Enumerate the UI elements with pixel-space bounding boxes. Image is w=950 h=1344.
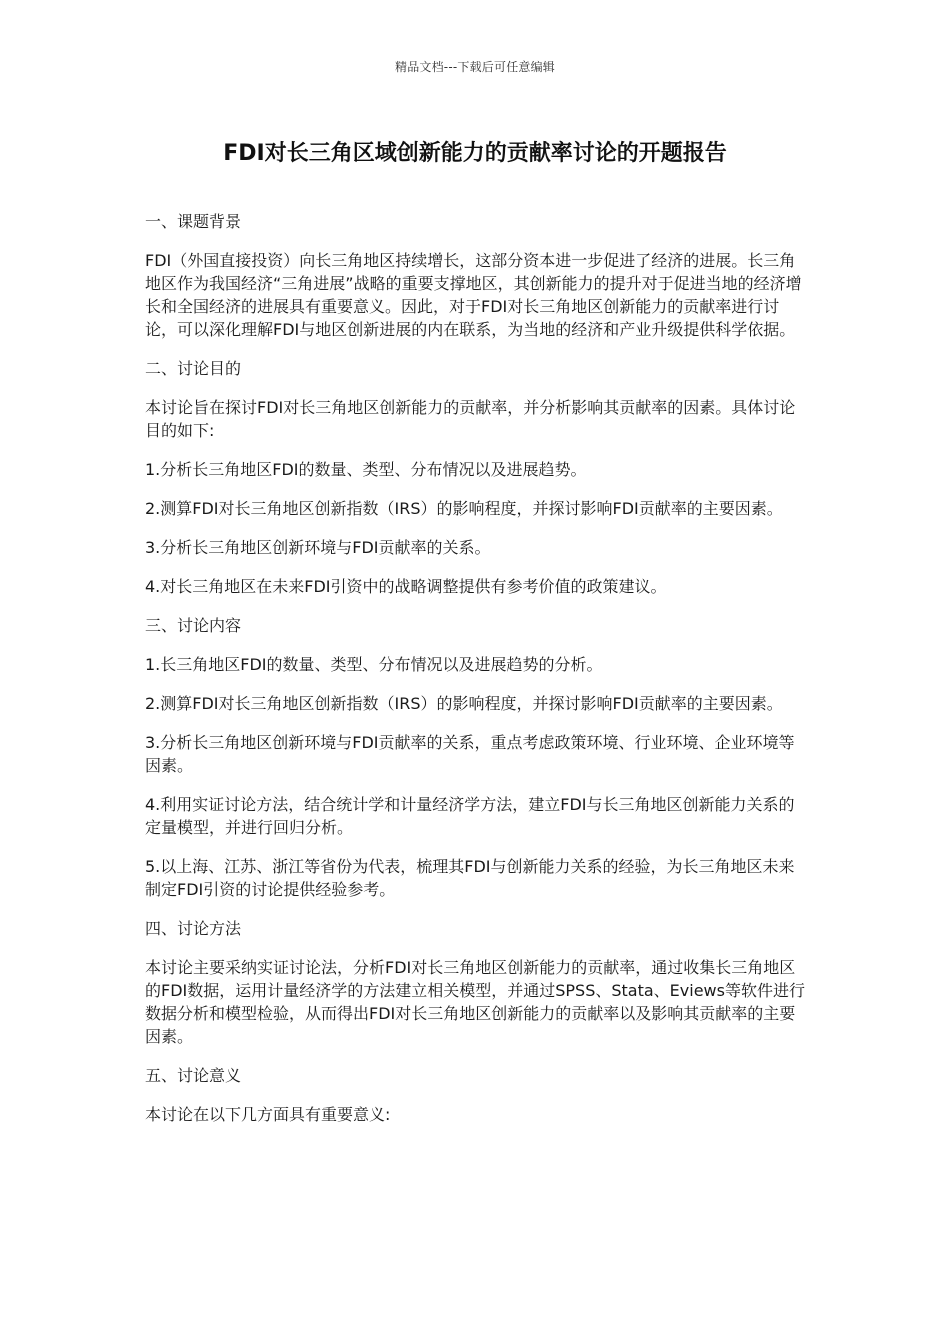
paragraph-purpose-intro: 本讨论旨在探讨FDI对长三角地区创新能力的贡献率，并分析影响其贡献率的因素。具体讨论目的如下: <box>145 398 796 440</box>
list-item-content-3: 3.分析长三角地区创新环境与FDI贡献率的关系，重点考虑政策环境、行业环境、企业环境等因素。 <box>145 733 795 775</box>
header-note: 精品文档---下载后可任意编辑 <box>395 60 555 74</box>
paragraph-method: 本讨论主要采纳实证讨论法，分析FDI对长三角地区创新能力的贡献率，通过收集长三角地区的FDI数据，运用计量经济学的方法建立相关模型，并通过SPSS、Stata、Eviews等软件进行数据分析和模型检验，从而得出FDI对长三角地区创新能力的贡献率以及影响其贡献率的主要因素。 <box>145 958 805 1046</box>
list-item-content-4: 4.利用实证讨论方法，结合统计学和计量经济学方法，建立FDI与长三角地区创新能力关系的定量模型，并进行回归分析。 <box>145 795 795 837</box>
list-item-purpose-4: 4.对长三角地区在未来FDI引资中的战略调整提供有参考价值的政策建议。 <box>145 577 667 596</box>
list-item-purpose-1: 1.分析长三角地区FDI的数量、类型、分布情况以及进展趋势。 <box>145 460 587 479</box>
list-item-content-1: 1.长三角地区FDI的数量、类型、分布情况以及进展趋势的分析。 <box>145 655 603 674</box>
paragraph-background: FDI（外国直接投资）向长三角地区持续增长，这部分资本进一步促进了经济的进展。长三角地区作为我国经济“三角进展”战略的重要支撑地区，其创新能力的提升对于促进当地的经济增长和全国经济的进展具有重要意义。因此，对于FDI对长三角地区创新能力的贡献率进行讨论，可以深化理解FDI与地区创新进展的内在联系，为当地的经济和产业升级提供科学依据。 <box>145 251 802 339</box>
list-item-content-2: 2.测算FDI对长三角地区创新指数（IRS）的影响程度，并探讨影响FDI贡献率的主要因素。 <box>145 694 783 713</box>
list-item-purpose-3: 3.分析长三角地区创新环境与FDI贡献率的关系。 <box>145 538 491 557</box>
section-heading-significance: 五、讨论意义 <box>145 1066 242 1085</box>
section-heading-background: 一、课题背景 <box>145 212 242 231</box>
list-item-purpose-2: 2.测算FDI对长三角地区创新指数（IRS）的影响程度，并探讨影响FDI贡献率的主要因素。 <box>145 499 783 518</box>
document-body <box>145 210 809 1142</box>
section-heading-content: 三、讨论内容 <box>145 616 242 635</box>
paragraph-significance-intro: 本讨论在以下几方面具有重要意义: <box>145 1105 391 1124</box>
list-item-content-5: 5.以上海、江苏、浙江等省份为代表，梳理其FDI与创新能力关系的经验，为长三角地区未来制定FDI引资的讨论提供经验参考。 <box>145 857 795 899</box>
section-heading-purpose: 二、讨论目的 <box>145 359 242 378</box>
section-heading-method: 四、讨论方法 <box>145 919 242 938</box>
document-title: FDI对长三角区域创新能力的贡献率讨论的开题报告 <box>223 141 727 166</box>
